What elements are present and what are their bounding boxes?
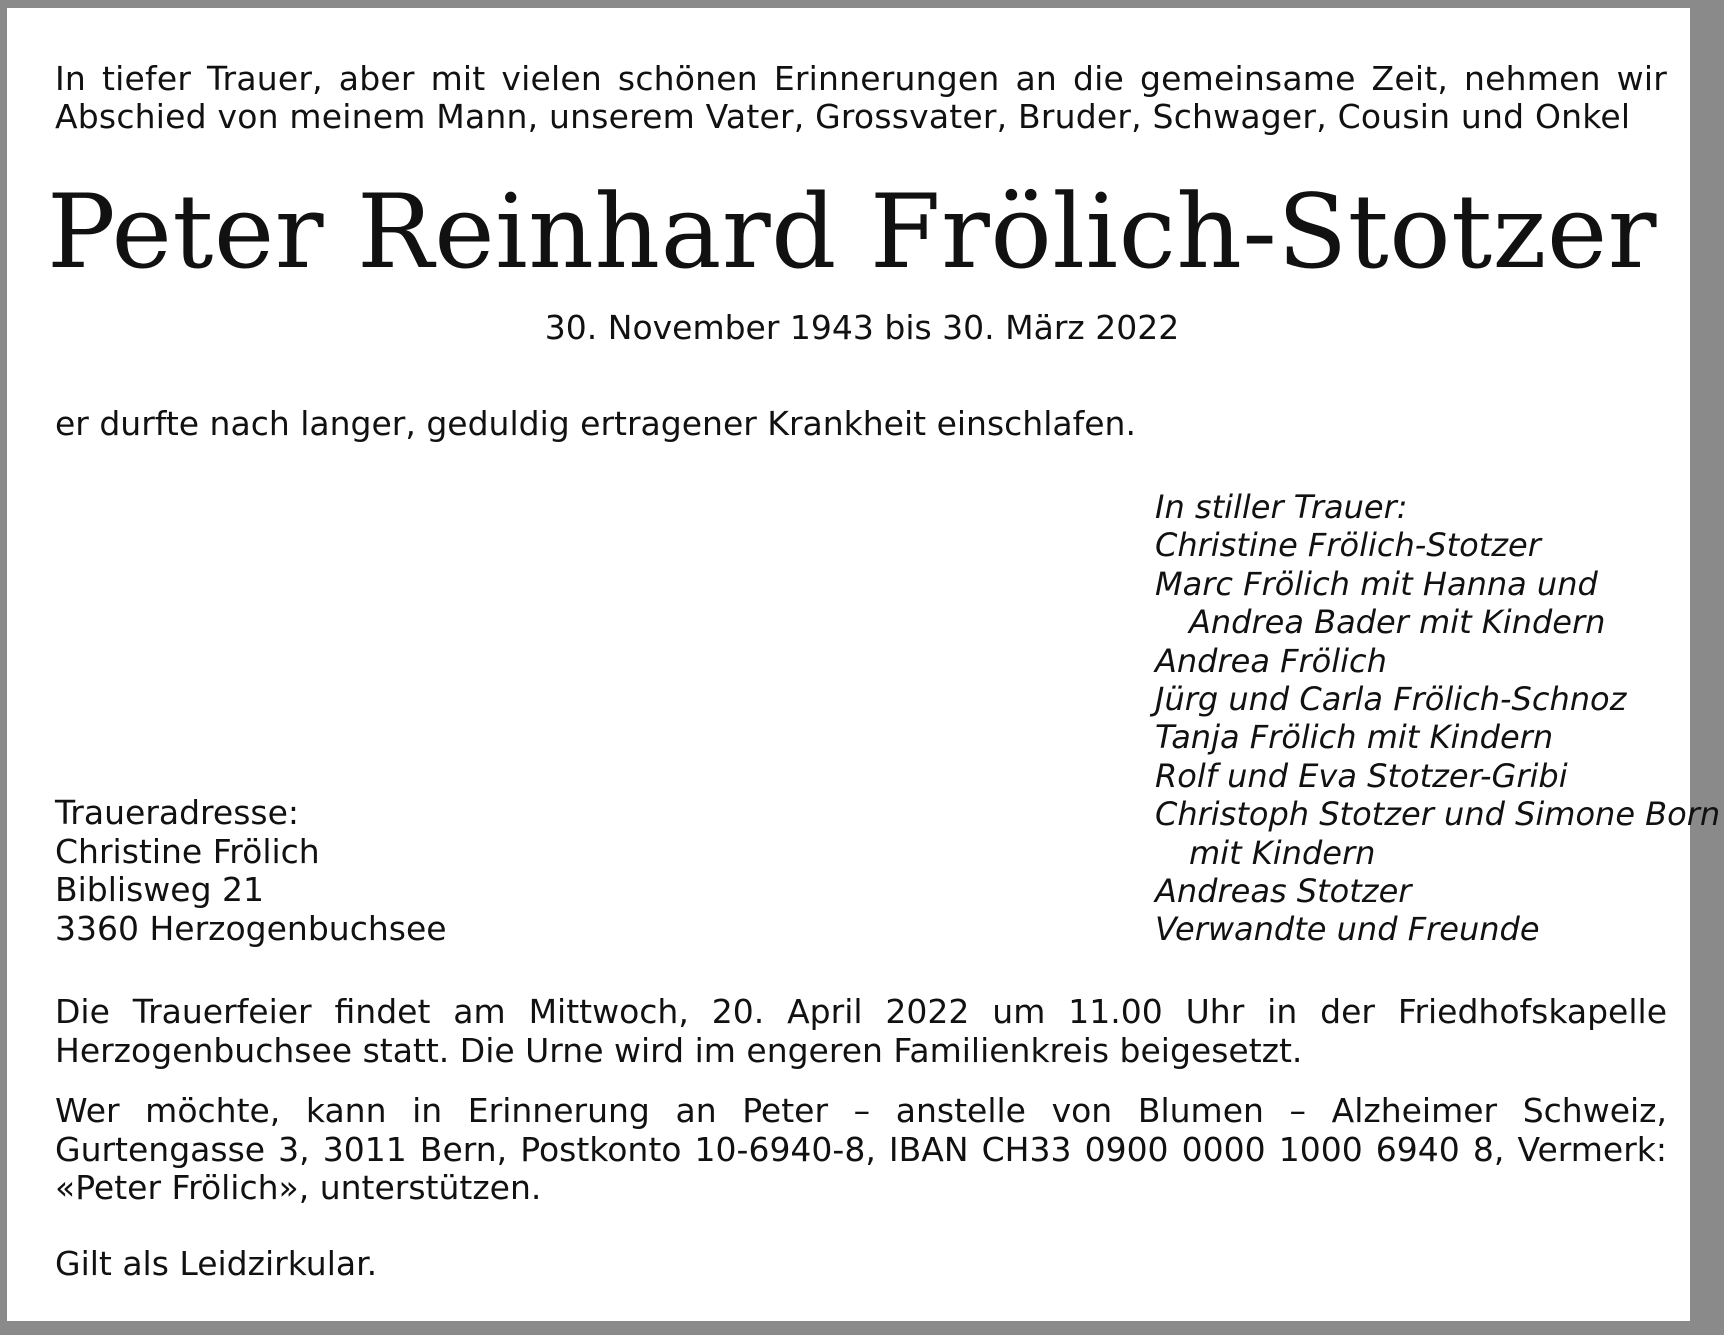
mourner-line: Rolf und Eva Stotzer-Gribi (1155, 756, 1568, 795)
mourner-line: Andrea Frölich (1155, 641, 1387, 680)
mourner-line: Tanja Frölich mit Kindern (1155, 718, 1554, 757)
mourners-list (1155, 488, 1720, 949)
address-heading: Traueradresse: (55, 793, 300, 832)
mourner-line: Andrea Bader mit Kindern (1189, 603, 1606, 642)
passing-sentence: er durfte nach langer, geduldig ertragener Krankheit einschlafen. (55, 404, 1136, 443)
intro-paragraph: In tiefer Trauer, aber mit vielen schönen Erinnerungen an die gemeinsame Zeit, nehmen wir Abschied von meinem Mann, unserem Vater, Grossvater, Bruder, Schwager, Cousin und Onkel (55, 59, 1667, 136)
address-street: Biblisweg 21 (55, 870, 265, 909)
ceremony-paragraph: Die Trauerfeier findet am Mittwoch, 20. April 2022 um 11.00 Uhr in der Friedhofskapelle Herzogenbuchsee statt. Die Urne wird im engeren Familienkreis beigesetzt. (55, 992, 1667, 1070)
mourner-line: Christine Frölich-Stotzer (1155, 526, 1541, 565)
mourner-line: Christoph Stotzer und Simone Born (1155, 795, 1721, 834)
mourning-address (55, 794, 447, 948)
address-city: 3360 Herzogenbuchsee (55, 908, 447, 948)
life-dates: 30. November 1943 bis 30. März 2022 (544, 308, 1180, 347)
mourner-line: Jürg und Carla Frölich-Schnoz (1155, 680, 1627, 719)
mourner-line: mit Kindern (1189, 833, 1376, 872)
mourner-line: Verwandte und Freunde (1155, 910, 1540, 949)
address-name: Christine Frölich (55, 831, 320, 871)
mourner-line: Andreas Stotzer (1155, 872, 1412, 911)
mourners-heading: In stiller Trauer: (1155, 488, 1408, 526)
donation-paragraph: Wer möchte, kann in Erinnerung an Peter – anstelle von Blumen – Alzheimer Schweiz, Gurtengasse 3, 3011 Bern, Postkonto 10-6940-8, IBAN CH33 0900 0000 1000 6940 8, Vermerk: «Peter Frölich», unterstützen. (55, 1091, 1667, 1207)
closing-note: Gilt als Leidzirkular. (55, 1244, 378, 1283)
mourner-line: Marc Frölich mit Hanna und (1155, 564, 1598, 603)
deceased-name: Peter Reinhard Frölich-Stotzer (47, 173, 1657, 292)
